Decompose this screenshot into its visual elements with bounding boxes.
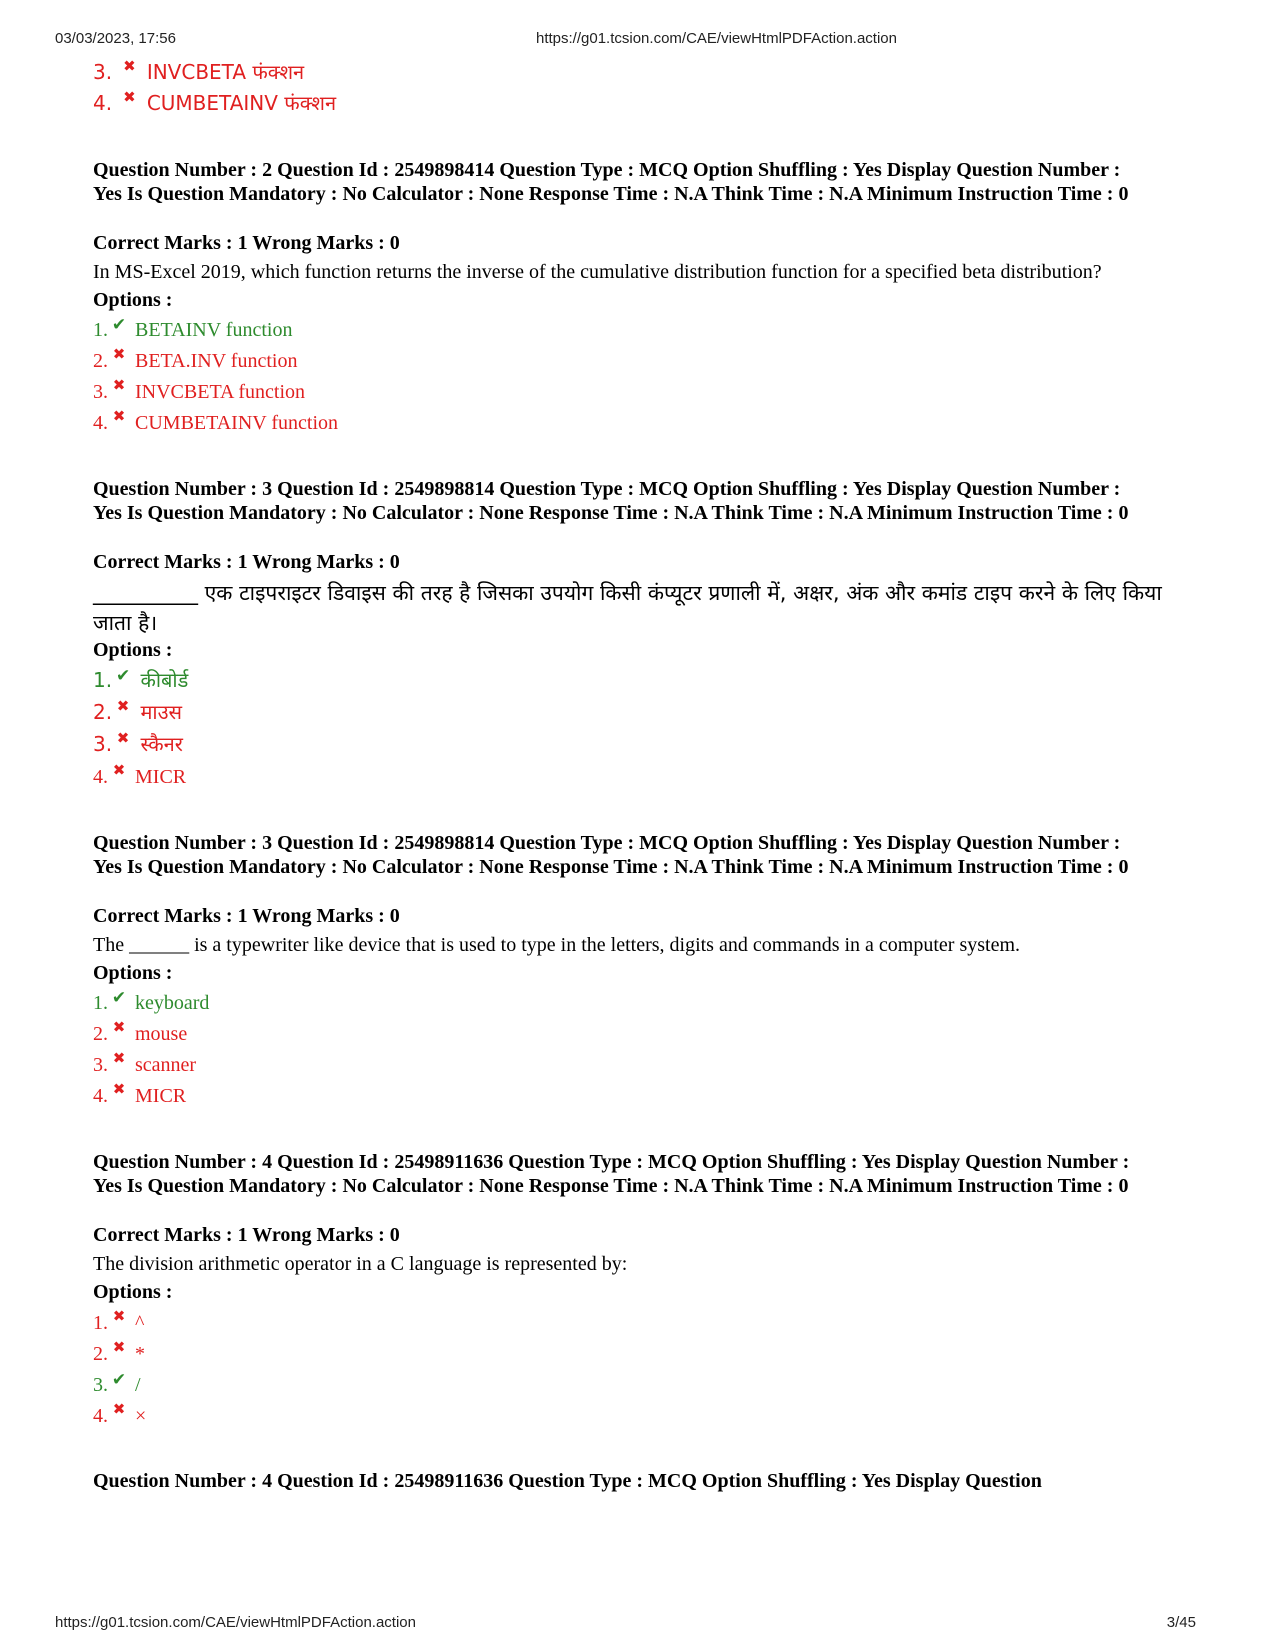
option-number: 2. [93, 1343, 108, 1365]
question-header: Question Number : 3 Question Id : 2549898814 Question Type : MCQ Option Shuffling : Yes Display Question Number : Yes Is Question Mandatory : No Calculator : None Response Time : N.A Think Time : N.A Minimum Instruction Time : 0 [93, 832, 1129, 878]
option-number: 1. [93, 1312, 108, 1334]
question-header: Question Number : 3 Question Id : 2549898814 Question Type : MCQ Option Shuffling : Yes Display Question Number : Yes Is Question Mandatory : No Calculator : None Response Time : N.A Think Time : N.A Minimum Instruction Time : 0 [93, 478, 1129, 524]
option-text: CUMBETAINV function [135, 412, 339, 434]
option-text: INVCBETA function [135, 381, 306, 403]
option-item [93, 59, 304, 85]
question-marks: Correct Marks : 1 Wrong Marks : 0 [93, 232, 400, 254]
option-text: BETA.INV function [135, 350, 298, 372]
option-number: 4. [93, 1085, 108, 1107]
option-number: 1. [93, 992, 108, 1014]
option-item [93, 90, 336, 116]
cross-icon: ✖ [123, 57, 136, 75]
cross-icon: ✖ [112, 1051, 126, 1067]
option-number: 2. [93, 700, 113, 724]
option-item [93, 1052, 196, 1078]
option-item [93, 1083, 186, 1109]
option-number: 4. [93, 1405, 108, 1427]
question-marks: Correct Marks : 1 Wrong Marks : 0 [93, 1224, 400, 1246]
question-text: In MS-Excel 2019, which function returns the inverse of the cumulative distribution function for a specified beta distribution? [93, 261, 1102, 283]
option-number: 4. [93, 766, 108, 788]
question-text: __________ एक टाइपराइटर डिवाइस की तरह है जिसका उपयोग किसी कंप्यूटर प्रणाली में, अक्षर, अंक और कमांड टाइप करने के लिए किया जाता है। [93, 581, 1162, 635]
cross-icon: ✖ [116, 729, 130, 747]
cross-icon: ✖ [112, 1340, 126, 1356]
option-number: 3. [93, 60, 113, 84]
question-header: Question Number : 4 Question Id : 25498911636 Question Type : MCQ Option Shuffling : Yes Display Question Number : Yes Is Question Mandatory : No Calculator : None Response Time : N.A Think Time : N.A Minimum Instruction Time : 0 [93, 1151, 1130, 1197]
option-item [93, 379, 305, 405]
option-number: 4. [93, 412, 108, 434]
option-item [93, 348, 297, 374]
question-marks: Correct Marks : 1 Wrong Marks : 0 [93, 551, 400, 573]
question-header: Question Number : 4 Question Id : 25498911636 Question Type : MCQ Option Shuffling : Yes Display Question [93, 1470, 1042, 1492]
print-timestamp: 03/03/2023, 17:56 [55, 30, 176, 47]
option-number: 3. [93, 381, 108, 403]
option-number: 1. [93, 668, 113, 692]
option-text: scanner [135, 1054, 197, 1076]
question-text: The ______ is a typewriter like device that is used to type in the letters, digits and commands in a computer system. [93, 934, 1021, 956]
print-url-footer: https://g01.tcsion.com/CAE/viewHtmlPDFAction.action [55, 1614, 416, 1631]
options-label: Options : [93, 1281, 173, 1303]
cross-icon: ✖ [112, 763, 126, 779]
option-item [93, 1341, 145, 1367]
check-icon: ✔ [115, 666, 131, 686]
option-item [93, 764, 186, 790]
option-item [93, 1403, 146, 1429]
cross-icon: ✖ [112, 1020, 126, 1036]
option-text: CUMBETAINV फंक्शन [146, 91, 337, 115]
cross-icon: ✖ [123, 88, 136, 106]
print-url-header: https://g01.tcsion.com/CAE/viewHtmlPDFAction.action [536, 30, 897, 47]
option-item [93, 1372, 141, 1398]
option-number: 2. [93, 1023, 108, 1045]
question-marks: Correct Marks : 1 Wrong Marks : 0 [93, 905, 400, 927]
option-number: 3. [93, 732, 113, 756]
option-item [93, 1310, 144, 1336]
cross-icon: ✖ [112, 1402, 126, 1418]
cross-icon: ✖ [112, 1082, 126, 1098]
cross-icon: ✖ [112, 1309, 126, 1325]
options-label: Options : [93, 639, 173, 661]
check-icon: ✔ [111, 988, 127, 1007]
option-number: 2. [93, 350, 108, 372]
option-item [93, 990, 209, 1016]
option-item [93, 410, 338, 436]
option-text: कीबोर्ड [140, 668, 189, 692]
option-item [93, 1021, 187, 1047]
option-item [93, 731, 183, 757]
check-icon: ✔ [111, 315, 127, 334]
option-text: माउस [140, 700, 183, 724]
option-text: / [135, 1374, 141, 1396]
cross-icon: ✖ [112, 378, 126, 394]
option-item [93, 667, 188, 693]
option-item [93, 317, 292, 343]
option-text: MICR [135, 766, 187, 788]
options-label: Options : [93, 962, 173, 984]
check-icon: ✔ [111, 1370, 127, 1389]
question-text: The division arithmetic operator in a C language is represented by: [93, 1253, 628, 1275]
options-label: Options : [93, 289, 173, 311]
page-number: 3/45 [1166, 1614, 1196, 1631]
option-number: 3. [93, 1374, 108, 1396]
option-text: BETAINV function [135, 319, 293, 341]
option-number: 3. [93, 1054, 108, 1076]
question-header: Question Number : 2 Question Id : 2549898414 Question Type : MCQ Option Shuffling : Yes Display Question Number : Yes Is Question Mandatory : No Calculator : None Response Time : N.A Think Time : N.A Minimum Instruction Time : 0 [93, 159, 1129, 205]
option-item [93, 699, 182, 725]
option-text: INVCBETA फंक्शन [146, 60, 305, 84]
cross-icon: ✖ [112, 409, 126, 425]
option-number: 1. [93, 319, 108, 341]
option-text: स्कैनर [140, 732, 183, 756]
cross-icon: ✖ [112, 347, 126, 363]
option-number: 4. [93, 91, 113, 115]
option-text: mouse [135, 1023, 188, 1045]
cross-icon: ✖ [116, 697, 130, 715]
option-text: ^ [135, 1312, 145, 1334]
option-text: × [135, 1405, 147, 1427]
option-text: * [135, 1343, 145, 1365]
option-text: MICR [135, 1085, 187, 1107]
option-text: keyboard [135, 992, 210, 1014]
